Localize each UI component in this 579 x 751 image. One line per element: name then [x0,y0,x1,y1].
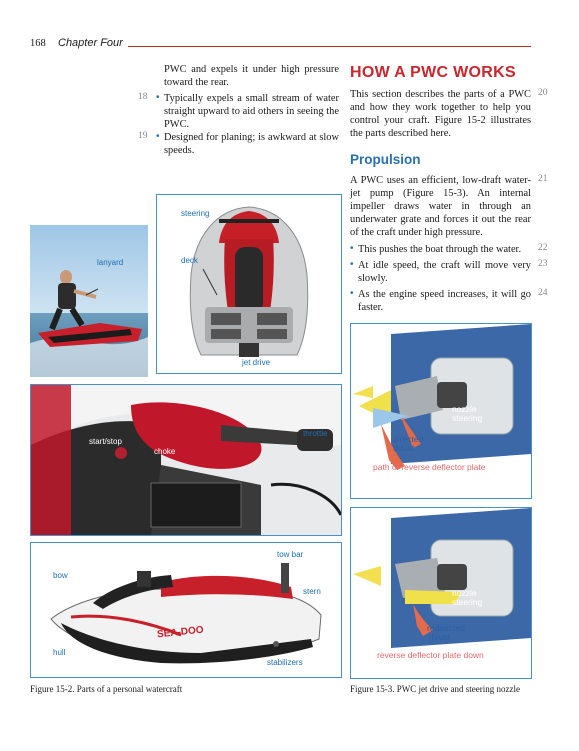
label-nozzle: nozzle [452,404,477,414]
label-steering: steering [452,413,483,423]
label-stern: stern [303,587,321,596]
propulsion-paragraph: A PWC uses an efficient, low-draft water-jet pump (Figure 15-3). An internal impeller draws water in through an underwater grate and forces it out the rear of the craft under high pressure. [350,175,531,238]
top-view-illustration [157,195,341,373]
line-number: 21 [538,174,548,184]
figure-caption-15-2: Figure 15-2. Parts of a personal watercraft [30,684,183,694]
label-deck: deck [181,256,198,265]
line-number: 18 [138,92,148,102]
section-heading: HOW A PWC WORKS [350,64,516,81]
bullet-icon: • [156,131,160,142]
rider-photo [30,225,148,377]
line-number: 20 [538,88,548,98]
list-item: As the engine speed increases, it will go faster. [358,289,531,313]
header-rule [128,46,531,47]
list-item: At idle speed, the craft will move very slowly. [358,260,531,284]
intro-paragraph: This section describes the parts of a PWC and how they work together to help you control your craft. Figure 15-2 illustrates the parts described here. [350,89,531,139]
label-jet-drive: jet drive [242,358,271,367]
label-steering: steering [181,209,210,218]
chapter-title: Chapter Four [58,37,123,49]
label-directed: directed [393,434,424,444]
top-view-figure [156,194,342,374]
continuation-text: PWC and expels it under high pressure toward the rear. [164,64,339,88]
label-hull: hull [53,648,66,657]
label-thrust: thrust [393,443,415,453]
label-lanyard: lanyard [97,258,124,267]
list-item: Typically expels a small stream of water straight upward to aid others in seeing the PWC. [164,93,339,130]
label-stabilizers: stabilizers [267,658,303,667]
figure-caption-15-3: Figure 15-3. PWC jet drive and steering nozzle [350,684,520,694]
reverse-deflector-figure [350,507,532,679]
side-view-figure [30,542,342,678]
line-number: 23 [538,259,548,269]
list-item: Designed for planing; is awkward at slow speeds. [164,132,339,156]
label-choke: choke [154,447,176,456]
line-number: 24 [538,288,548,298]
line-number: 19 [138,131,148,141]
nozzle-steering-figure [350,323,532,499]
subheading: Propulsion [350,152,421,167]
label-redirected: redirected [427,623,465,633]
label-nozzle: nozzle [452,588,477,598]
bullet-icon: • [156,92,160,103]
label-steering: steering [452,597,483,607]
label-start-stop: start/stop [89,437,122,446]
bullet-icon: • [350,243,354,254]
side-view-illustration [31,543,341,677]
page-number: 168 [30,38,46,49]
brand-logo: SEA-DOO [156,624,205,641]
label-throttle: throttle [303,429,328,438]
label-thrust: thrust [429,632,451,642]
diagram-caption: path of reverse deflector plate [373,462,486,472]
bullet-icon: • [350,259,354,270]
line-number: 22 [538,243,548,253]
diagram-caption: reverse deflector plate down [377,650,484,660]
handlebar-illustration [31,385,341,535]
label-bow: bow [53,571,68,580]
rider-illustration [30,225,148,377]
list-item: This pushes the boat through the water. [358,244,522,255]
handlebar-figure [30,384,342,536]
bullet-icon: • [350,288,354,299]
label-tow-bar: tow bar [277,550,304,559]
